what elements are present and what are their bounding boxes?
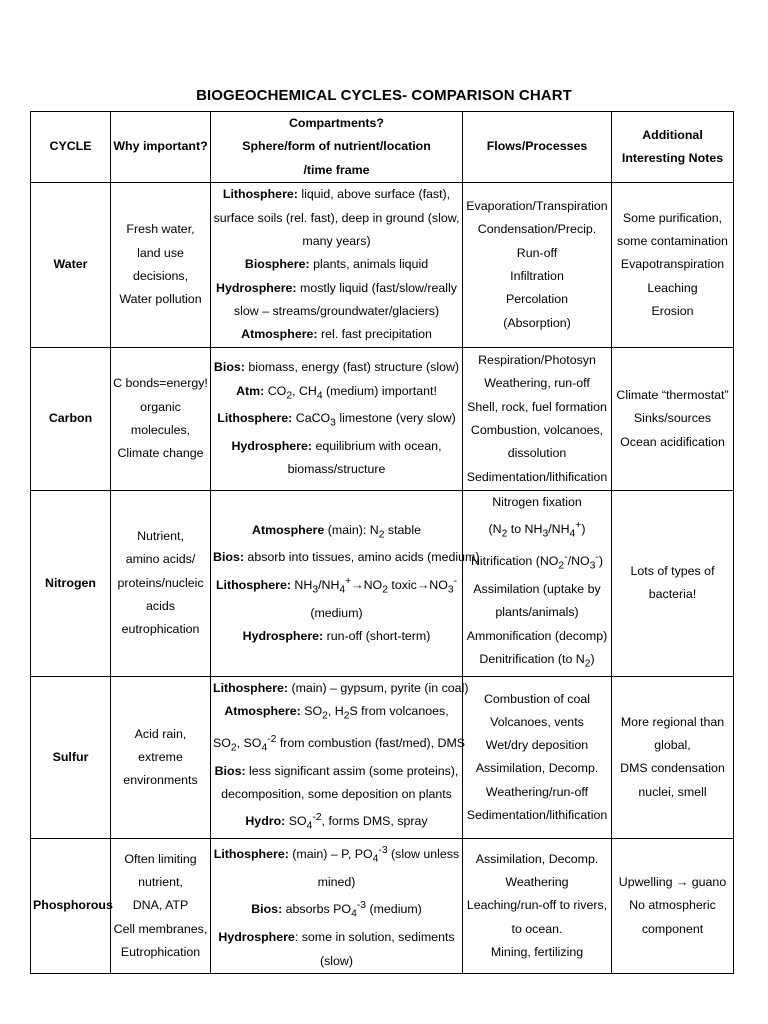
header-notes: Additional Interesting Notes bbox=[612, 112, 734, 183]
compartments-cell: Lithosphere: (main) – gypsum, pyrite (in coal) Atmosphere: $SO_2$, $H_2S$ from volcanoes, $SO_2$, $SO_4^{-2}$ from combustion (fast/med), DMS Bios: less significant assim (some proteins), decomposition, some deposition on plants Hydro: $SO_4^{-2}$, forms DMS, spray bbox=[211, 676, 463, 838]
compartments-cell: Bios: biomass, energy (fast) structure (slow) Atm: $CO_2$, $CH_4$ (medium) important! Lithosphere: CaCO$_3$ limestone (very slow) Hydrosphere: equilibrium with ocean, biomass/structure bbox=[211, 348, 463, 491]
cycle-name: Nitrogen bbox=[31, 491, 111, 677]
compartments-cell: Atmosphere (main): $N_2$ stable Bios: absorb into tissues, amino acids (medium) Lithosphere: $NH_3/NH_4^+\to NO_2$ $toxic\to NO_3^-$ (medium) Hydrosphere: run-off (short-term) bbox=[211, 491, 463, 677]
why-important-cell: Fresh water, land use decisions, Water pollution bbox=[111, 183, 211, 348]
notes-cell: Some purification, some contamination Evapotranspiration Leaching Erosion bbox=[612, 183, 734, 348]
table-row-phosphorous bbox=[31, 839, 734, 974]
cycle-name: Sulfur bbox=[31, 676, 111, 838]
cycle-name: Water bbox=[31, 183, 111, 348]
flows-cell: Respiration/Photosyn Weathering, run-off Shell, rock, fuel formation Combustion, volcanoes, dissolution Sedimentation/lithification bbox=[463, 348, 612, 491]
table-row-nitrogen bbox=[31, 491, 734, 677]
notes-cell: Climate “thermostat” Sinks/sources Ocean acidification bbox=[612, 348, 734, 491]
compartments-cell: Lithosphere: (main) – P, $PO_4^{-3}$ (slow unless mined) Bios: absorbs $PO_4^{-3}$ (medium) Hydrosphere: some in solution, sediments (slow) bbox=[211, 839, 463, 974]
why-important-cell: Often limiting nutrient, DNA, ATP Cell membranes, Eutrophication bbox=[111, 839, 211, 974]
header-row bbox=[31, 112, 734, 183]
header-cycle: CYCLE bbox=[31, 112, 111, 183]
why-important-cell: C bonds=energy! organic molecules, Climate change bbox=[111, 348, 211, 491]
compartments-cell: Lithosphere: liquid, above surface (fast), surface soils (rel. fast), deep in ground (slow, many years) Biosphere: plants, animals liquid Hydrosphere: mostly liquid (fast/slow/really slow – streams/groundwater/glaciers) Atmosphere: rel. fast precipitation bbox=[211, 183, 463, 348]
flows-cell: Nitrogen fixation ($N_2$ to $NH_3/NH_4^+$) Nitrification $(NO_2^-/NO_3^-)$ Assimilation (uptake by plants/animals) Ammonification (decomp) Denitrification (to $N_2$) bbox=[463, 491, 612, 677]
header-compartments: Compartments? Sphere/form of nutrient/location /time frame bbox=[211, 112, 463, 183]
notes-cell: Upwelling → guano No atmospheric component bbox=[612, 839, 734, 974]
cycle-name: Carbon bbox=[31, 348, 111, 491]
header-flows: Flows/Processes bbox=[463, 112, 612, 183]
table-row-carbon bbox=[31, 348, 734, 491]
why-important-cell: Acid rain, extreme environments bbox=[111, 676, 211, 838]
notes-cell: More regional than global, DMS condensation nuclei, smell bbox=[612, 676, 734, 838]
table-row-water bbox=[31, 183, 734, 348]
cycle-name: Phosphorous bbox=[31, 839, 111, 974]
why-important-cell: Nutrient, amino acids/ proteins/nucleic acids eutrophication bbox=[111, 491, 211, 677]
page-title: BIOGEOCHEMICAL CYCLES- COMPARISON CHART bbox=[196, 87, 572, 104]
table-row-sulfur bbox=[31, 676, 734, 838]
flows-cell: Combustion of coal Volcanoes, vents Wet/dry deposition Assimilation, Decomp. Weathering/run-off Sedimentation/lithification bbox=[463, 676, 612, 838]
comparison-table bbox=[30, 111, 734, 974]
notes-cell: Lots of types of bacteria! bbox=[612, 491, 734, 677]
flows-cell: Evaporation/Transpiration Condensation/Precip. Run-off Infiltration Percolation (Absorption) bbox=[463, 183, 612, 348]
flows-cell: Assimilation, Decomp. Weathering Leaching/run-off to rivers, to ocean. Mining, fertilizing bbox=[463, 839, 612, 974]
header-why-important: Why important? bbox=[111, 112, 211, 183]
